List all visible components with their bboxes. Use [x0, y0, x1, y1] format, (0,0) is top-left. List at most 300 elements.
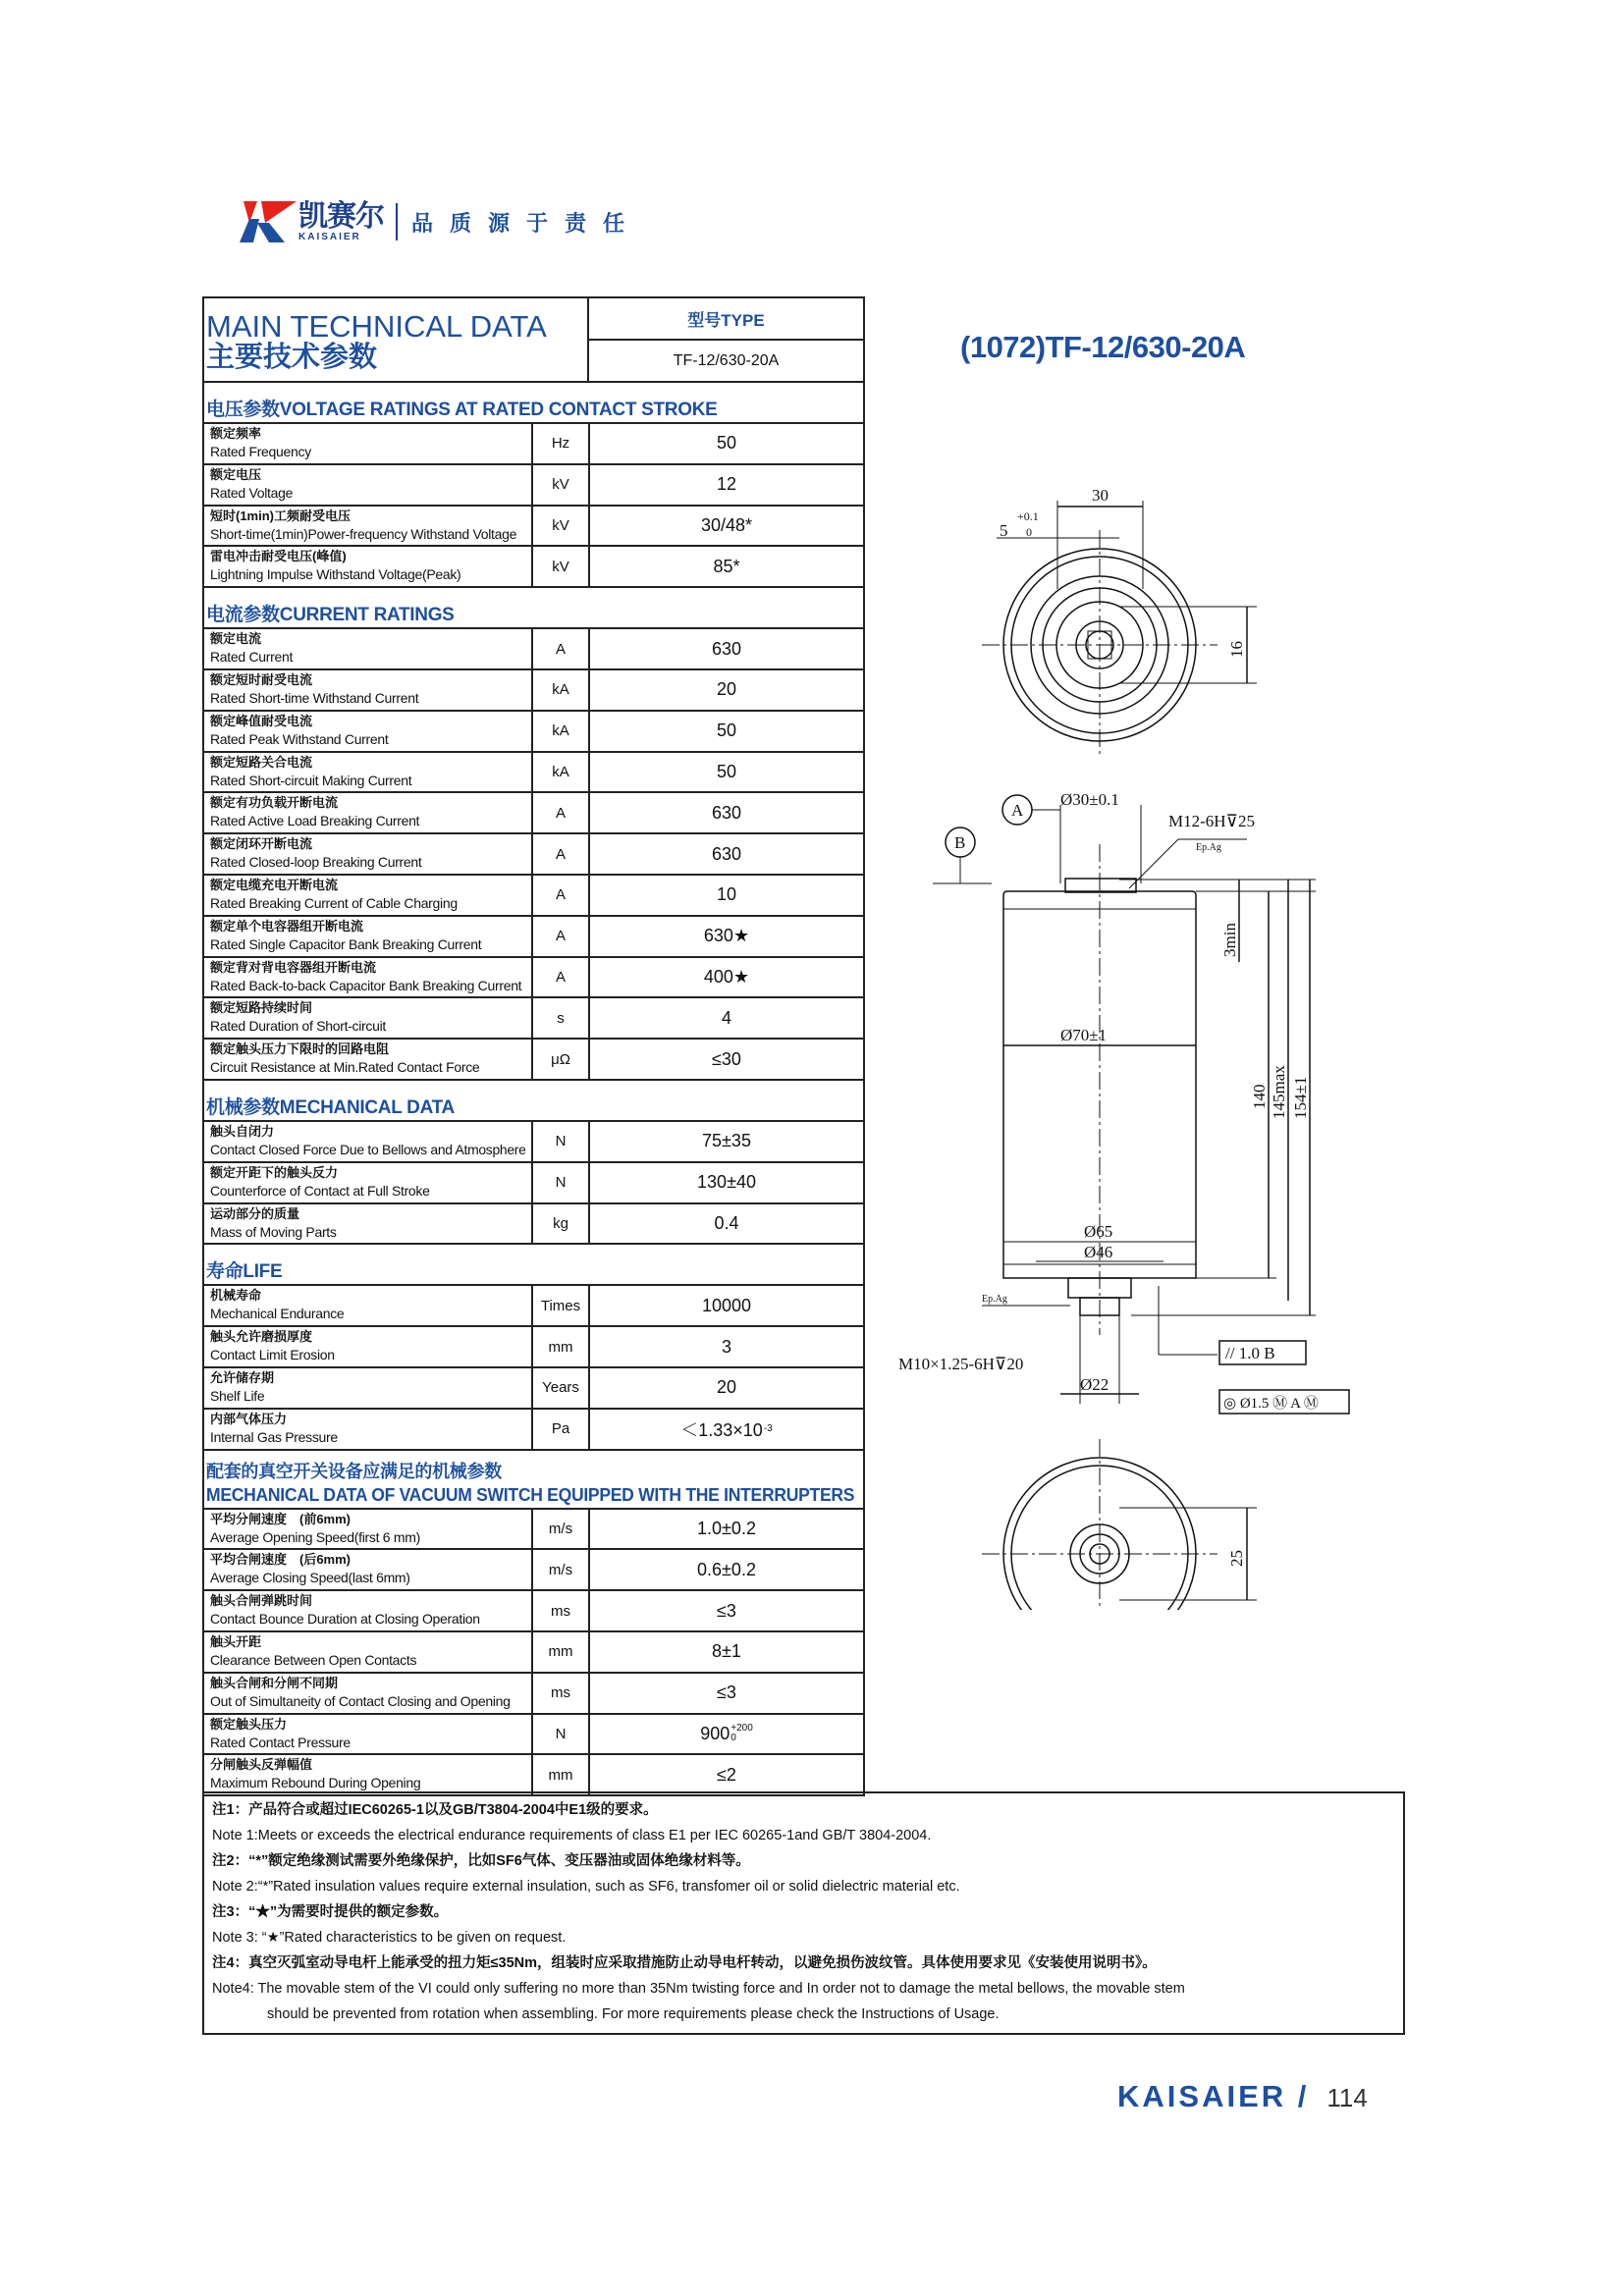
parameter-name-english-line	[210, 1691, 531, 1711]
parameter-name-english: Rated Current	[210, 649, 294, 666]
parameter-name-english: Rated Voltage	[210, 484, 294, 501]
parameter-name-chinese: 触头合闸和分闸不同期	[210, 1675, 339, 1690]
parameter-name	[204, 998, 533, 1038]
dim-145: 145max	[1270, 1065, 1288, 1119]
unit-cell: mm	[533, 1327, 590, 1366]
parameter-name-chinese-line	[210, 1593, 531, 1609]
plating-top: Ep.Ag	[1196, 842, 1221, 853]
parameter-name-english: Short-time(1min)Power-frequency Withstand Voltage	[210, 525, 517, 542]
parameter-name-chinese-line	[210, 1717, 531, 1733]
parameter-name-chinese: 分闸触头反弹幅值	[210, 1757, 313, 1773]
value-cell	[590, 753, 863, 792]
note-line: 注3：“★”为需要时提供的额定参数。	[212, 1904, 449, 1920]
value-text: 20	[716, 679, 737, 700]
parameter-name-chinese: 额定短时耐受电流	[210, 671, 313, 687]
value-cell	[590, 1368, 863, 1408]
value-exponent	[764, 1424, 773, 1434]
table-row	[204, 1510, 863, 1551]
dim-25: 25	[1227, 1550, 1246, 1567]
parameter-name-english-line	[210, 976, 531, 995]
value-text: ≤30	[712, 1048, 741, 1069]
parameter-name	[204, 547, 533, 586]
value-text: 900	[700, 1723, 730, 1743]
section-title: 电流参数CURRENT RATINGS	[206, 605, 455, 626]
parameter-name-chinese: 额定背对背电容器组开断电流	[210, 959, 377, 975]
table-row	[204, 670, 863, 712]
parameter-name	[204, 1410, 533, 1449]
parameter-name-chinese-line	[210, 672, 531, 688]
parameter-name-english: Contact Closed Force Due to Bellows and Atmosphere	[210, 1141, 526, 1157]
note-line: should be prevented from rotation when assembling. For more requirements please check the Instructions of Usage.	[267, 2006, 1000, 2022]
table-row	[204, 1122, 863, 1163]
parameter-name-english: Internal Gas Pressure	[210, 1428, 338, 1445]
value-text: 630	[711, 638, 742, 659]
title-chinese: 主要技术参数	[206, 342, 378, 373]
value-cell	[590, 917, 863, 956]
parameter-name-chinese-line	[210, 1634, 531, 1650]
parameter-name-chinese-line	[210, 426, 531, 442]
parameter-name-chinese-line	[210, 1165, 531, 1181]
value-text: 3	[721, 1336, 731, 1357]
parameter-name-chinese: 额定触头压力下限时的回路电阻	[210, 1041, 390, 1057]
parameter-name-english-line	[210, 524, 531, 544]
table-row	[204, 834, 863, 876]
section-title-english: MECHANICAL DATA OF VACUUM SWITCH EQUIPPED WITH THE INTERRUPTERS	[206, 1484, 855, 1505]
parameter-name-chinese: 额定峰值耐受电流	[210, 713, 313, 728]
section-title: 机械参数MECHANICAL DATA	[206, 1096, 455, 1118]
parameter-name-english-line	[210, 934, 531, 954]
unit-cell: A	[533, 917, 590, 956]
parameter-name	[204, 1510, 533, 1549]
unit-cell: kA	[533, 712, 590, 751]
note-line: 注4：真空灭弧室动导电杆上能承受的扭力矩≤35Nm，组装时应采取措施防止动导电杆转动，以避免损伤波纹管。具体使用要求见《安装使用说明书》。	[212, 1955, 1157, 1971]
parameter-name-chinese: 额定频率	[210, 426, 262, 441]
parameter-name-chinese: 额定闭环开断电流	[210, 836, 313, 852]
parameter-name-chinese-line	[210, 1041, 531, 1057]
parameter-name-english: Lightning Impulse Withstand Voltage(Peak)	[210, 566, 461, 583]
table-row	[204, 1755, 863, 1796]
table-row	[204, 1410, 863, 1451]
table-header	[204, 298, 863, 383]
logo-english: KAISAIER	[298, 231, 361, 242]
parameter-name-english-line	[210, 564, 531, 584]
value-cell	[590, 1715, 863, 1754]
plating-bottom: Ep.Ag	[982, 1294, 1007, 1305]
table-row	[204, 753, 863, 794]
top-view	[982, 486, 1257, 756]
parameter-name-english: Rated Single Capacitor Bank Breaking Current	[210, 935, 482, 952]
unit-cell: mm	[533, 1755, 590, 1794]
note-line: 注2：“*”额定绝缘测试需要外绝缘保护，比如SF6气体、变压器油或固体绝缘材料等。	[212, 1853, 750, 1869]
parameter-name-english: Rated Closed-loop Breaking Current	[210, 854, 422, 871]
section-header	[204, 383, 863, 424]
value-text: 50	[716, 433, 737, 454]
table-row	[204, 629, 863, 670]
dim-30: 30	[1092, 486, 1109, 505]
dim-d70: Ø70±1	[1060, 1026, 1108, 1044]
section-header	[204, 1451, 863, 1510]
value-cell	[590, 712, 863, 751]
value-text: 50	[716, 761, 737, 781]
unit-cell: kA	[533, 753, 590, 792]
unit-cell: A	[533, 834, 590, 874]
table-row	[204, 1632, 863, 1674]
page-number: 114	[1326, 2083, 1368, 2112]
dim-5: 5	[1000, 521, 1008, 540]
unit-cell: Hz	[533, 424, 590, 463]
unit-cell: m/s	[533, 1510, 590, 1549]
table-row	[204, 1715, 863, 1756]
value-text: ≤2	[717, 1764, 736, 1785]
parameter-name-english: Maximum Rebound During Opening	[210, 1775, 421, 1791]
parameter-name-chinese-line	[210, 1552, 531, 1568]
value-cell	[590, 629, 863, 668]
value-text: 630	[711, 802, 742, 823]
parallelism-tolerance: // 1.0 B	[1225, 1344, 1275, 1362]
table-row	[204, 917, 863, 958]
value-cell	[590, 670, 863, 710]
parameter-name-chinese: 额定有功负载开断电流	[210, 795, 339, 811]
page-footer	[1117, 2079, 1368, 2114]
value-cell	[590, 1163, 863, 1202]
parameter-name-chinese: 额定短路关合电流	[210, 754, 313, 770]
dim-16: 16	[1227, 641, 1246, 658]
value-cell	[590, 547, 863, 586]
parameter-name-english: Rated Frequency	[210, 444, 311, 459]
value-cell	[590, 1510, 863, 1549]
parameter-name	[204, 753, 533, 792]
value-cell	[590, 998, 863, 1038]
parameter-name-english: Rated Contact Pressure	[210, 1734, 351, 1750]
unit-cell: ms	[533, 1591, 590, 1630]
table-row	[204, 1163, 863, 1204]
table-row	[204, 958, 863, 999]
parameter-name-chinese: 内部气体压力	[210, 1411, 288, 1426]
unit-cell: N	[533, 1715, 590, 1754]
unit-cell: Times	[533, 1286, 590, 1325]
parameter-name-chinese: 平均合闸速度 (后6mm)	[210, 1552, 352, 1568]
parameter-name-chinese: 触头合闸弹跳时间	[210, 1593, 313, 1609]
notes-box	[202, 1791, 1405, 2035]
dimension-drawing	[884, 471, 1434, 1610]
unit-cell: kA	[533, 670, 590, 710]
parameter-name-chinese: 额定短路持续时间	[210, 1000, 313, 1016]
value-sub: 0	[730, 1733, 736, 1744]
table-row	[204, 1368, 863, 1410]
dim-d46: Ø46	[1084, 1243, 1113, 1261]
datum-b: B	[954, 833, 966, 852]
unit-cell: kV	[533, 507, 590, 546]
logo-divider	[396, 203, 398, 240]
parameter-name-chinese-line	[210, 755, 531, 771]
value-text: 85*	[713, 556, 740, 576]
parameter-name-english: Average Opening Speed(first 6 mm)	[210, 1528, 420, 1545]
parameter-name-chinese-line	[210, 714, 531, 729]
tol-low: 0	[1026, 525, 1032, 539]
table-row	[204, 1204, 863, 1246]
unit-cell: mm	[533, 1632, 590, 1672]
note-line: Note4: The movable stem of the VI could only suffering no more than 35Nm twisting force and In order not to damage the metal bellows, the movable stem	[212, 1981, 1185, 1997]
parameter-name	[204, 834, 533, 874]
parameter-name	[204, 1591, 533, 1630]
table-row	[204, 712, 863, 753]
model-title: (1072)TF-12/630-20A	[960, 330, 1246, 364]
parameter-name	[204, 1286, 533, 1325]
value-text: 75±35	[702, 1131, 751, 1151]
parameter-name-english-line	[210, 1650, 531, 1670]
value-cell	[590, 1674, 863, 1713]
value-text: 400★	[703, 966, 750, 987]
parameter-name-english: Rated Breaking Current of Cable Charging	[210, 894, 458, 911]
parameter-name-english: Average Closing Speed(last 6mm)	[210, 1570, 410, 1586]
parameter-name	[204, 670, 533, 710]
parameter-name	[204, 1632, 533, 1672]
value-text: 8±1	[712, 1641, 741, 1662]
parameter-name	[204, 1122, 533, 1161]
parameter-name-chinese-line	[210, 1412, 531, 1427]
value-cell	[590, 958, 863, 997]
parameter-name-english: Contact Bounce Duration at Closing Operation	[210, 1611, 480, 1628]
value-text: 630	[711, 843, 742, 864]
parameter-name-english: Rated Back-to-back Capacitor Bank Breaking Current	[210, 977, 522, 993]
table-row	[204, 1286, 863, 1327]
parameter-name-chinese-line	[210, 836, 531, 852]
parameter-name	[204, 1368, 533, 1408]
value-sup: -3	[763, 1422, 773, 1434]
parameter-name	[204, 1715, 533, 1754]
position-tolerance: ◎ Ø1.5 Ⓜ A Ⓜ	[1223, 1396, 1319, 1412]
unit-cell: A	[533, 958, 590, 997]
parameter-name-chinese: 触头自闭力	[210, 1123, 275, 1139]
table-row	[204, 1040, 863, 1081]
table-row	[204, 998, 863, 1040]
parameter-name-chinese: 额定电压	[210, 466, 262, 482]
dim-d65: Ø65	[1084, 1222, 1113, 1241]
note-line: Note 2:“*”Rated insulation values require external insulation, such as SF6, transfomer oil or solid dielectric material etc.	[212, 1879, 960, 1895]
logo-chinese: 凯赛尔	[298, 199, 384, 233]
unit-cell: A	[533, 793, 590, 832]
datum-a: A	[1011, 801, 1024, 820]
parameter-name-english: Out of Simultaneity of Contact Closing and Opening	[210, 1692, 511, 1709]
parameter-name-chinese: 雷电冲击耐受电压(峰值)	[210, 549, 347, 564]
parameter-name-chinese-line	[210, 795, 531, 811]
value-cell	[590, 793, 863, 832]
value-text: ＜1.33×10	[680, 1419, 763, 1440]
value-text: 10	[716, 884, 737, 905]
parameter-name	[204, 1674, 533, 1713]
parameter-name-chinese: 允许储存期	[210, 1369, 275, 1385]
parameter-name	[204, 1550, 533, 1589]
value-sup: +200	[730, 1723, 753, 1735]
parameter-name-english: Mass of Moving Parts	[210, 1223, 337, 1240]
parameter-name	[204, 1163, 533, 1202]
parameter-name-chinese: 额定开距下的触头反力	[210, 1164, 339, 1180]
table-row	[204, 1327, 863, 1368]
parameter-name	[204, 712, 533, 751]
value-text: 20	[716, 1377, 737, 1398]
parameter-name-english-line	[210, 1427, 531, 1447]
section-title: 配套的真空开关设备应满足的机械参数	[206, 1461, 502, 1481]
parameter-name-english-line	[210, 893, 531, 913]
parameter-name-english-line	[210, 1057, 531, 1077]
value-text: ≤3	[717, 1600, 736, 1621]
note-line: 注1：产品符合或超过IEC60265-1以及GB/T3804-2004中E1级的要求。	[212, 1802, 658, 1818]
technical-data-table	[202, 296, 865, 1796]
unit-cell: Years	[533, 1368, 590, 1408]
tol-up: +0.1	[1017, 509, 1039, 523]
parameter-name-chinese: 触头允许磨损厚度	[210, 1329, 313, 1345]
value-cell	[590, 1410, 863, 1449]
parameter-name-chinese: 运动部分的质量	[210, 1205, 300, 1221]
parameter-name	[204, 1755, 533, 1794]
parameter-name-english: Rated Short-circuit Making Current	[210, 772, 412, 788]
parameter-name-english-line	[210, 1609, 531, 1629]
value-cell	[590, 424, 863, 463]
parameter-name-chinese: 额定电缆充电开断电流	[210, 877, 339, 892]
table-body	[204, 383, 863, 1796]
value-text: 12	[716, 474, 737, 495]
kaisaier-k-logo-icon	[240, 201, 298, 242]
parameter-name-chinese-line	[210, 1676, 531, 1691]
value-text: 10000	[701, 1295, 752, 1315]
value-text: 30/48*	[700, 514, 753, 535]
footer-brand: KAISAIER /	[1117, 2079, 1310, 2113]
value-exponent	[730, 1724, 753, 1743]
type-value: TF-12/630-20A	[673, 351, 780, 369]
value-cell	[590, 1286, 863, 1325]
parameter-name-chinese: 短时(1min)工频耐受电压	[210, 507, 352, 523]
parameter-name-chinese-line	[210, 549, 531, 564]
value-cell	[590, 1040, 863, 1079]
parameter-name-english: Clearance Between Open Contacts	[210, 1651, 417, 1668]
parameter-name-chinese-line	[210, 1206, 531, 1222]
value-cell	[590, 1591, 863, 1630]
parameter-name-english-line	[210, 1181, 531, 1201]
value-cell	[590, 1550, 863, 1589]
section-title: 电压参数VOLTAGE RATINGS AT RATED CONTACT STROKE	[206, 400, 718, 420]
value-text: 630★	[703, 926, 750, 946]
parameter-name-english-line	[210, 1016, 531, 1036]
parameter-name-english-line	[210, 1222, 531, 1242]
dim-140: 140	[1250, 1084, 1269, 1109]
parameter-name-chinese: 平均分闸速度 (前6mm)	[210, 1511, 352, 1526]
parameter-name-english: Rated Duration of Short-circuit	[210, 1018, 387, 1035]
table-row	[204, 1674, 863, 1715]
table-row	[204, 876, 863, 917]
unit-cell: kg	[533, 1204, 590, 1244]
brand-logo	[240, 201, 641, 242]
value-text: ≤3	[717, 1682, 736, 1703]
parameter-name-english-line	[210, 1140, 531, 1159]
parameter-name-chinese-line	[210, 1370, 531, 1386]
parameter-name-english: Shelf Life	[210, 1387, 265, 1404]
parameter-name	[204, 793, 533, 832]
parameter-name	[204, 1040, 533, 1079]
unit-cell: kV	[533, 547, 590, 586]
table-row	[204, 507, 863, 548]
type-cell	[589, 298, 863, 381]
value-text: 0.6±0.2	[697, 1559, 756, 1579]
title-english: MAIN TECHNICAL DATA	[206, 309, 547, 344]
parameter-name-chinese-line	[210, 631, 531, 647]
value-cell	[590, 1122, 863, 1161]
table-title	[204, 298, 589, 381]
parameter-name-english-line	[210, 1527, 531, 1547]
parameter-name	[204, 1327, 533, 1366]
thread-top: M12-6H⊽25	[1168, 812, 1255, 830]
section-title: 寿命LIFE	[206, 1261, 283, 1283]
parameter-name-english: Circuit Resistance at Min.Rated Contact Force	[210, 1059, 480, 1076]
parameter-name-english-line	[210, 1568, 531, 1587]
parameter-name-english-line	[210, 1386, 531, 1406]
table-row	[204, 424, 863, 465]
parameter-name-english-line	[210, 1773, 531, 1792]
value-text: 50	[716, 721, 737, 741]
dim-d30: Ø30±0.1	[1060, 790, 1119, 809]
value-cell	[590, 1632, 863, 1672]
parameter-name-english-line	[210, 1345, 531, 1364]
parameter-name-chinese-line	[210, 1757, 531, 1773]
unit-cell: A	[533, 629, 590, 668]
table-row	[204, 793, 863, 834]
table-row	[204, 1591, 863, 1632]
parameter-name	[204, 876, 533, 915]
parameter-name-english-line	[210, 811, 531, 830]
parameter-name-english-line	[210, 852, 531, 872]
value-cell	[590, 507, 863, 546]
unit-cell: Pa	[533, 1410, 590, 1449]
parameter-name-english: Rated Peak Withstand Current	[210, 730, 389, 747]
unit-cell: kV	[533, 465, 590, 505]
type-label: 型号TYPE	[589, 298, 863, 341]
unit-cell: s	[533, 998, 590, 1038]
parameter-name	[204, 465, 533, 505]
unit-cell: N	[533, 1163, 590, 1202]
dim-154: 154±1	[1291, 1076, 1310, 1119]
parameter-name-chinese-line	[210, 1288, 531, 1304]
value-cell	[590, 876, 863, 915]
parameter-name-english: Rated Active Load Breaking Current	[210, 813, 420, 829]
parameter-name-chinese-line	[210, 467, 531, 483]
bottom-view	[982, 1439, 1257, 1610]
parameter-name	[204, 958, 533, 997]
parameter-name-english-line	[210, 483, 531, 503]
parameter-name-chinese: 额定电流	[210, 631, 262, 647]
value-text: 0.4	[714, 1212, 739, 1233]
parameter-name	[204, 1204, 533, 1244]
parameter-name-chinese: 触头开距	[210, 1633, 262, 1649]
parameter-name-chinese-line	[210, 1000, 531, 1016]
parameter-name-english-line	[210, 688, 531, 708]
table-row	[204, 547, 863, 588]
parameter-name-english-line	[210, 647, 531, 667]
thread-bottom: M10×1.25-6H⊽20	[898, 1355, 1024, 1373]
parameter-name	[204, 629, 533, 668]
parameter-name-chinese-line	[210, 919, 531, 934]
section-header	[204, 1081, 863, 1122]
parameter-name-chinese-line	[210, 508, 531, 524]
parameter-name-chinese-line	[210, 878, 531, 893]
side-view	[898, 790, 1349, 1414]
dim-d22: Ø22	[1080, 1375, 1109, 1394]
parameter-name-english-line	[210, 1733, 531, 1752]
value-cell	[590, 1327, 863, 1366]
section-header	[204, 588, 863, 629]
value-cell	[590, 834, 863, 874]
parameter-name-english: Counterforce of Contact at Full Stroke	[210, 1182, 430, 1199]
parameter-name-english-line	[210, 729, 531, 749]
parameter-name-chinese: 机械寿命	[210, 1288, 262, 1304]
